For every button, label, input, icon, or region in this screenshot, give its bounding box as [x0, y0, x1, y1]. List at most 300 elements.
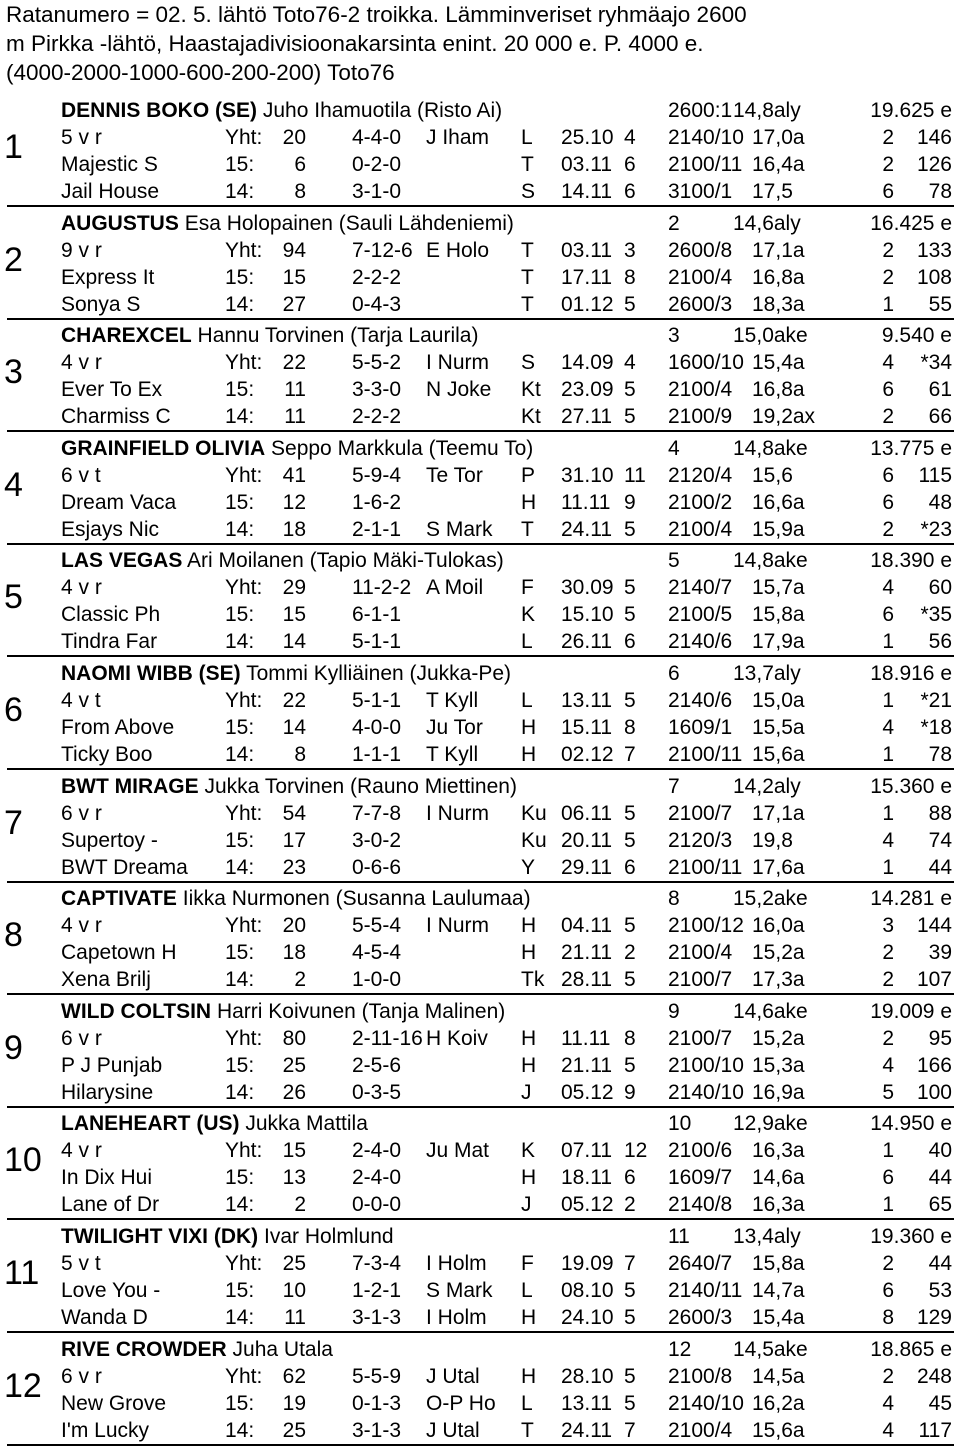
- stat-row: [0, 800, 960, 827]
- position: 9: [624, 1080, 636, 1104]
- best-record: 14,6ake: [733, 999, 808, 1023]
- distance: 2100/11: [668, 855, 743, 879]
- time: 18,3a: [752, 292, 805, 316]
- period-label: Yht:: [225, 914, 263, 938]
- time: 15,9a: [752, 517, 805, 541]
- starts: 12: [282, 490, 306, 514]
- row-label: Hilarysine: [61, 1080, 154, 1104]
- odds: 2: [668, 211, 680, 235]
- row-label: Esjays Nic: [61, 517, 160, 541]
- track: P: [521, 463, 536, 487]
- starts: 18: [282, 517, 306, 541]
- horse-and-people: [61, 998, 505, 1025]
- record-wins: 0-6-6: [352, 855, 402, 879]
- prize-money: 18.390 e: [870, 549, 952, 573]
- date: 13.11: [561, 1391, 612, 1415]
- record-wins: 5-1-1: [352, 630, 402, 654]
- placing: 4: [882, 351, 894, 375]
- row-label: BWT Dreama: [61, 855, 188, 879]
- track: S: [521, 180, 536, 203]
- record-wins: 0-2-0: [352, 153, 402, 176]
- date: 18.11: [561, 1166, 612, 1190]
- distance: 2140/8: [668, 1193, 733, 1217]
- stat-row: [0, 1137, 960, 1164]
- period-label: Yht:: [225, 1139, 263, 1163]
- row-label: 4 v r: [61, 351, 102, 375]
- placing: 2: [882, 1252, 894, 1275]
- period-label: 14:: [225, 405, 255, 429]
- post-number: 12: [4, 1366, 42, 1405]
- stat-row: [0, 1025, 960, 1052]
- row-label: In Dix Hui: [61, 1166, 153, 1190]
- date: 21.11: [561, 1053, 612, 1077]
- odds: 74: [928, 828, 952, 852]
- odds: 65: [928, 1193, 952, 1217]
- driver-trainer: Hannu Torvinen (Tarja Laurila): [197, 324, 479, 348]
- track: T: [521, 238, 534, 262]
- date: 23.09: [561, 378, 614, 402]
- period-label: 14:: [225, 968, 255, 992]
- record-wins: 4-4-0: [352, 126, 402, 149]
- starts: 25: [282, 1053, 306, 1077]
- time: 14,5a: [752, 1364, 805, 1388]
- distance: 2140/10: [668, 1391, 744, 1415]
- distance: 2120/3: [668, 828, 733, 852]
- placing: 1: [882, 743, 894, 766]
- odds: 4: [668, 436, 680, 460]
- driver: O-P Ho: [426, 1391, 496, 1415]
- starts: 94: [282, 238, 306, 262]
- row-label: 4 v r: [61, 914, 102, 938]
- distance: 1609/7: [668, 1166, 733, 1190]
- date: 24.10: [561, 1306, 614, 1329]
- distance: 2100/4: [668, 378, 733, 402]
- period-label: 15:: [225, 153, 255, 176]
- date: 05.12: [561, 1080, 614, 1104]
- horse-name: LANEHEART (US): [61, 1112, 240, 1136]
- stat-row: [0, 1052, 960, 1079]
- best-record: 13,7aly: [733, 662, 801, 685]
- distance: 2140/6: [668, 689, 733, 712]
- odds: 133: [916, 238, 952, 262]
- stat-row: [0, 1164, 960, 1191]
- date: 28.11: [561, 968, 612, 992]
- period-label: Yht:: [225, 801, 263, 825]
- placing: 2: [882, 941, 894, 965]
- stat-row: [0, 1250, 960, 1277]
- record-wins: 3-1-3: [352, 1306, 402, 1329]
- record-wins: 0-3-5: [352, 1080, 402, 1104]
- placing: 6: [882, 463, 894, 487]
- date: 08.10: [561, 1279, 614, 1302]
- distance: 2100/2: [668, 490, 733, 514]
- driver-trainer: Seppo Markkula (Teemu To): [271, 436, 534, 460]
- odds: 146: [916, 126, 952, 149]
- driver-trainer: Esa Holopainen (Sauli Lähdeniemi): [184, 211, 514, 235]
- position: 5: [624, 405, 636, 429]
- period-label: 15:: [225, 490, 255, 514]
- row-label: 5 v r: [61, 126, 102, 149]
- driver: T Kyll: [426, 689, 479, 712]
- record-wins: 3-1-3: [352, 1418, 402, 1442]
- date: 24.11: [561, 1418, 612, 1442]
- placing: 4: [882, 828, 894, 852]
- entry-title-row: [0, 885, 960, 912]
- track: L: [521, 630, 533, 654]
- stat-row: [0, 827, 960, 854]
- time: 17,6a: [752, 855, 805, 879]
- track: Y: [521, 855, 536, 879]
- odds: 107: [916, 968, 952, 992]
- odds: 248: [916, 1364, 952, 1388]
- row-label: Classic Ph: [61, 603, 161, 627]
- period-label: Yht:: [225, 1364, 263, 1388]
- record-wins: 2-2-2: [352, 405, 402, 429]
- starts: 18: [282, 941, 306, 965]
- distance: 2100/11: [668, 743, 743, 766]
- time: 15,5a: [752, 716, 805, 739]
- record-wins: 7-3-4: [352, 1252, 402, 1275]
- period-label: Yht:: [225, 463, 263, 487]
- position: 5: [624, 378, 636, 402]
- time: 15,8a: [752, 1252, 805, 1275]
- row-label: Xena Brilj: [61, 968, 151, 992]
- post-number: 10: [4, 1141, 42, 1180]
- starts: 14: [282, 716, 306, 739]
- record-wins: 5-5-4: [352, 914, 402, 938]
- position: 4: [624, 126, 636, 149]
- starts: 15: [282, 603, 306, 627]
- prize-money: 14.281 e: [870, 887, 952, 911]
- record-wins: 6-1-1: [352, 603, 402, 627]
- date: 01.12: [561, 292, 614, 316]
- best-record: 15,0ake: [733, 324, 808, 348]
- date: 03.11: [561, 153, 612, 176]
- track: H: [521, 1306, 537, 1329]
- row-label: Express It: [61, 265, 155, 289]
- odds: *35: [920, 603, 952, 627]
- period-label: Yht:: [225, 1252, 263, 1275]
- best-record: 14,2aly: [733, 774, 801, 798]
- odds: 115: [918, 463, 952, 487]
- starts: 11: [284, 1306, 306, 1329]
- placing: 2: [882, 126, 894, 149]
- track: H: [521, 1026, 537, 1050]
- time: 15,3a: [752, 1053, 805, 1077]
- starts: 27: [282, 292, 306, 316]
- placing: 1: [882, 855, 894, 879]
- record-wins: 1-6-2: [352, 490, 402, 514]
- time: 15,6a: [752, 1418, 805, 1442]
- position: 12: [624, 1139, 648, 1163]
- row-label: 4 v t: [61, 689, 101, 712]
- placing: 6: [882, 180, 894, 203]
- track: J: [521, 1080, 532, 1104]
- record-wins: 4-0-0: [352, 716, 402, 739]
- row-label: Tindra Far: [61, 630, 158, 654]
- driver: Ju Tor: [426, 716, 483, 739]
- record-wins: 5-9-4: [352, 463, 402, 487]
- time: 16,8a: [752, 378, 805, 402]
- entry-title-row: [0, 435, 960, 462]
- placing: 2: [882, 405, 894, 429]
- entry: [0, 95, 960, 207]
- time: 15,6a: [752, 743, 805, 766]
- period-label: 15:: [225, 828, 255, 852]
- time: 16,4a: [752, 153, 805, 176]
- placing: 1: [882, 1139, 894, 1163]
- time: 17,0a: [752, 126, 805, 149]
- track: L: [521, 1279, 533, 1302]
- placing: 6: [882, 603, 894, 627]
- driver-trainer: Juho Ihamuotila (Risto Ai): [262, 99, 503, 122]
- prize-money: 16.425 e: [870, 211, 952, 235]
- entry-title-row: [0, 998, 960, 1025]
- distance: 2100/5: [668, 603, 733, 627]
- horse-and-people: [61, 773, 517, 800]
- track: T: [521, 292, 534, 316]
- record-wins: 5-1-1: [352, 689, 402, 712]
- driver: T Kyll: [426, 743, 479, 766]
- distance: 2100/12: [668, 914, 744, 938]
- prize-money: 19.009 e: [870, 999, 952, 1023]
- time: 19,2ax: [752, 405, 816, 429]
- track: L: [521, 126, 533, 149]
- driver: E Holo: [426, 238, 490, 262]
- time: 15,4a: [752, 1306, 805, 1329]
- distance: 2600/3: [668, 1306, 733, 1329]
- best-record: 14,8ake: [733, 436, 808, 460]
- placing: 1: [882, 801, 894, 825]
- driver: J Iham: [426, 126, 490, 149]
- distance: 2120/4: [668, 463, 733, 487]
- distance: 2100/4: [668, 265, 733, 289]
- placing: 1: [882, 1193, 894, 1217]
- date: 27.11: [561, 405, 612, 429]
- starts: 14: [282, 630, 306, 654]
- starts: 41: [282, 463, 306, 487]
- position: 8: [624, 716, 636, 739]
- time: 16,3a: [752, 1193, 805, 1217]
- record-wins: 0-0-0: [352, 1193, 402, 1217]
- position: 5: [624, 603, 636, 627]
- entry-title-row: [0, 660, 960, 687]
- odds: 117: [918, 1418, 952, 1442]
- period-label: 15:: [225, 1391, 255, 1415]
- distance: 2100/11: [668, 153, 743, 176]
- time: 19,8: [752, 828, 793, 852]
- horse-and-people: [61, 1223, 394, 1250]
- record-wins: 2-4-0: [352, 1139, 402, 1163]
- driver: J Utal: [426, 1364, 480, 1388]
- stat-row: [0, 291, 960, 318]
- driver: Ju Mat: [426, 1139, 490, 1163]
- entry-divider: [7, 1444, 954, 1446]
- stat-row: [0, 574, 960, 601]
- stat-row: [0, 462, 960, 489]
- distance: 2100/10: [668, 1053, 744, 1077]
- driver: I Holm: [426, 1306, 487, 1329]
- odds: 3: [668, 324, 680, 348]
- time: 16,2a: [752, 1391, 805, 1415]
- distance: 2140/11: [668, 1279, 743, 1302]
- placing: 6: [882, 1279, 894, 1302]
- time: 17,5: [752, 180, 793, 203]
- period-label: 14:: [225, 1418, 255, 1442]
- odds: 45: [928, 1391, 952, 1415]
- horse-and-people: [61, 97, 502, 124]
- stat-row: [0, 403, 960, 430]
- row-label: 6 v r: [61, 801, 102, 825]
- track: H: [521, 1364, 537, 1388]
- placing: 4: [882, 716, 894, 739]
- odds: 55: [928, 292, 952, 316]
- period-label: Yht:: [225, 1026, 263, 1050]
- record-wins: 2-11-16: [352, 1026, 423, 1050]
- time: 17,1a: [752, 238, 805, 262]
- horse-name: RIVE CROWDER: [61, 1337, 227, 1361]
- starts: 20: [282, 914, 306, 938]
- track: H: [521, 490, 537, 514]
- position: 6: [624, 630, 636, 654]
- starts: 6: [294, 153, 306, 176]
- period-label: 15:: [225, 716, 255, 739]
- placing: 1: [882, 292, 894, 316]
- row-label: Ticky Boo: [61, 743, 153, 766]
- odds: 129: [916, 1306, 952, 1329]
- row-label: 4 v r: [61, 1139, 102, 1163]
- placing: 6: [882, 1166, 894, 1190]
- date: 11.11: [561, 1026, 611, 1050]
- position: 2: [624, 1193, 636, 1217]
- period-label: 14:: [225, 292, 255, 316]
- record-wins: 5-5-9: [352, 1364, 402, 1388]
- record-wins: 7-12-6: [352, 238, 413, 262]
- post-number: 9: [4, 1028, 23, 1067]
- starts: 13: [282, 1166, 306, 1190]
- entry: [0, 545, 960, 657]
- horse-name: CAPTIVATE: [61, 887, 177, 911]
- prize-money: 18.916 e: [870, 662, 952, 685]
- distance: 2100/4: [668, 1418, 733, 1442]
- time: 15,2a: [752, 941, 805, 965]
- track: T: [521, 265, 534, 289]
- date: 26.11: [561, 630, 612, 654]
- placing: 4: [882, 1418, 894, 1442]
- odds: 10: [668, 1112, 692, 1136]
- post-number: 7: [4, 803, 23, 842]
- prize-money: 19.625 e: [870, 99, 952, 122]
- position: 2: [624, 941, 636, 965]
- row-label: 6 v r: [61, 1364, 102, 1388]
- date: 28.10: [561, 1364, 614, 1388]
- time: 16,0a: [752, 914, 805, 938]
- track: Ku: [521, 828, 547, 852]
- position: 11: [624, 463, 646, 487]
- track: H: [521, 1053, 537, 1077]
- odds: 88: [928, 801, 952, 825]
- distance: 2640/7: [668, 1252, 733, 1275]
- record-wins: 3-0-2: [352, 828, 402, 852]
- time: 17,1a: [752, 801, 805, 825]
- odds: 108: [916, 265, 952, 289]
- starts: 10: [282, 1279, 306, 1302]
- track: H: [521, 941, 537, 965]
- odds: 166: [916, 1053, 952, 1077]
- entry: [0, 996, 960, 1108]
- track: T: [521, 153, 534, 176]
- position: 5: [624, 1279, 636, 1302]
- distance: 2140/6: [668, 630, 733, 654]
- odds: 126: [916, 153, 952, 176]
- distance: 2600/8: [668, 238, 733, 262]
- best-record: 12,9ake: [733, 1112, 808, 1136]
- horse-and-people: [61, 660, 511, 687]
- stat-row: [0, 966, 960, 993]
- post-number: 8: [4, 916, 23, 955]
- placing: 6: [882, 490, 894, 514]
- date: 02.12: [561, 743, 614, 766]
- placing: 2: [882, 517, 894, 541]
- post-number: 1: [4, 128, 23, 166]
- period-label: 14:: [225, 180, 255, 203]
- odds: 48: [928, 490, 952, 514]
- row-label: 6 v t: [61, 463, 101, 487]
- horse-and-people: [61, 1110, 368, 1137]
- row-label: Jail House: [61, 180, 160, 203]
- position: 5: [624, 968, 636, 992]
- track: F: [521, 576, 534, 600]
- horse-name: AUGUSTUS: [61, 211, 179, 235]
- distance: 2100/7: [668, 801, 733, 825]
- driver: S Mark: [426, 517, 493, 541]
- best-record: 14,5ake: [733, 1337, 808, 1361]
- stat-row: [0, 1390, 960, 1417]
- driver: J Utal: [426, 1418, 480, 1442]
- driver-trainer: Ari Moilanen (Tapio Mäki-Tulokas): [187, 549, 504, 573]
- row-label: Capetown H: [61, 941, 177, 965]
- time: 15,6: [752, 463, 793, 487]
- date: 06.11: [561, 801, 612, 825]
- time: 16,6a: [752, 490, 805, 514]
- row-label: P J Punjab: [61, 1053, 163, 1077]
- placing: 2: [882, 265, 894, 289]
- starts: 25: [282, 1252, 306, 1275]
- stat-row: [0, 349, 960, 376]
- track: T: [521, 517, 534, 541]
- track: L: [521, 1391, 533, 1415]
- race-header: [6, 0, 956, 87]
- position: 4: [624, 351, 636, 375]
- best-record: 14,6aly: [733, 211, 801, 235]
- position: 5: [624, 689, 636, 712]
- row-label: Wanda D: [61, 1306, 148, 1329]
- track: Kt: [521, 405, 541, 429]
- horse-and-people: [61, 210, 514, 237]
- row-label: Sonya S: [61, 292, 141, 316]
- odds: *23: [920, 517, 952, 541]
- placing: 2: [882, 1026, 894, 1050]
- odds: 11: [668, 1225, 690, 1248]
- distance: 2100/7: [668, 1026, 733, 1050]
- placing: 3: [882, 914, 894, 938]
- date: 29.11: [561, 855, 612, 879]
- entry: [0, 320, 960, 432]
- stat-row: [0, 687, 960, 714]
- position: 5: [624, 576, 636, 600]
- post-number: 4: [4, 465, 23, 504]
- odds: 40: [928, 1139, 952, 1163]
